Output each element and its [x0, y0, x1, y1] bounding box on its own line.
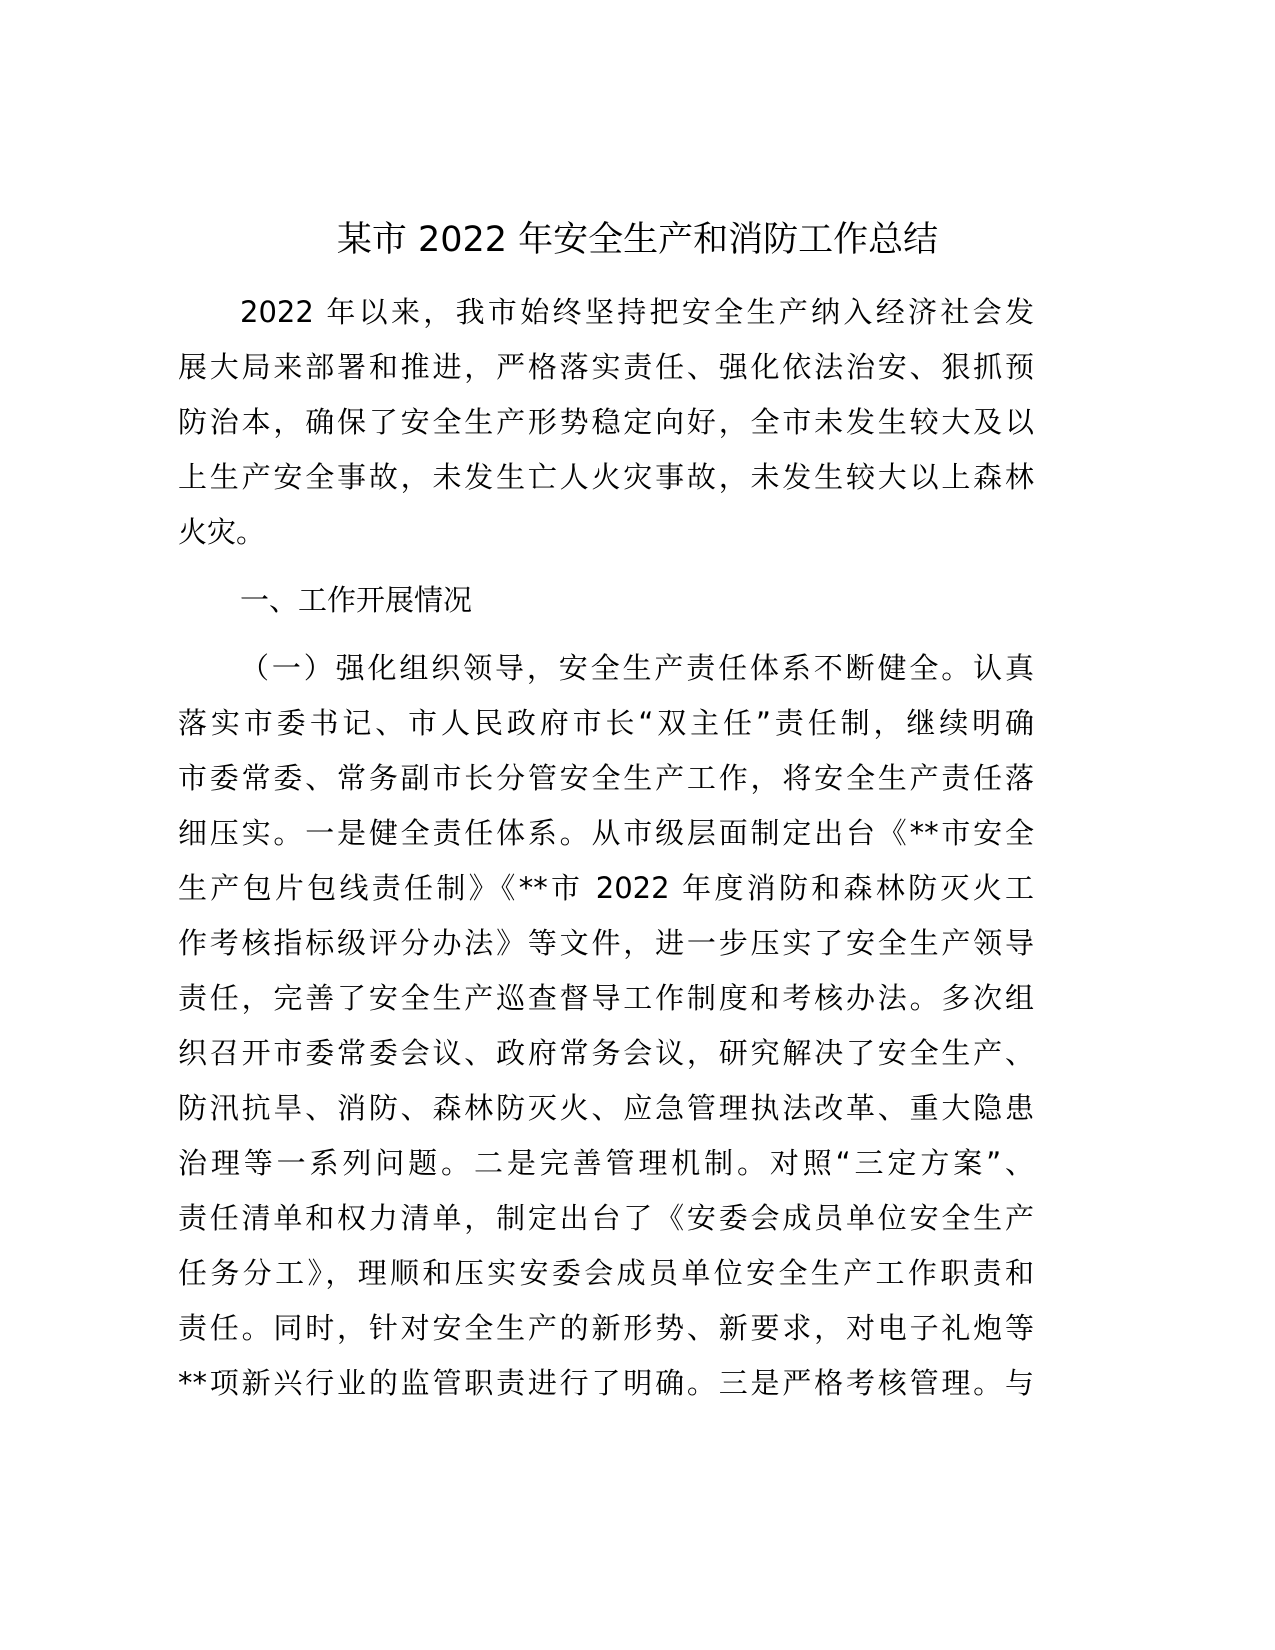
- text-line: 织召开市委常委会议、政府常务会议，研究解决了安全生产、: [178, 1036, 1034, 1070]
- text-line: 作考核指标级评分办法》等文件，进一步压实了安全生产领导: [178, 926, 1034, 960]
- text-line: 2022 年以来，我市始终坚持把安全生产纳入经济社会发: [240, 295, 1034, 329]
- text-line: 上生产安全事故，未发生亡人火灾事故，未发生较大以上森林: [178, 460, 1034, 494]
- text-line: 防汛抗旱、消防、森林防灭火、应急管理执法改革、重大隐患: [178, 1091, 1034, 1125]
- text-line: （一）强化组织领导，安全生产责任体系不断健全。认真: [240, 651, 1034, 685]
- text-line: 细压实。一是健全责任体系。从市级层面制定出台《**市安全: [178, 816, 1034, 850]
- text-line: 市委常委、常务副市长分管安全生产工作，将安全生产责任落: [178, 761, 1034, 795]
- text-line: 一、工作开展情况: [240, 583, 473, 617]
- document-title: 某市 2022 年安全生产和消防工作总结: [336, 220, 939, 260]
- text-line: 任务分工》，理顺和压实安委会成员单位安全生产工作职责和: [178, 1256, 1034, 1290]
- text-line: **项新兴行业的监管职责进行了明确。三是严格考核管理。与: [178, 1366, 1034, 1400]
- text-line: 防治本，确保了安全生产形势稳定向好，全市未发生较大及以: [178, 405, 1034, 439]
- text-line: 火灾。: [178, 515, 266, 549]
- text-line: 责任。同时，针对安全生产的新形势、新要求，对电子礼炮等: [178, 1311, 1034, 1345]
- text-line: 落实市委书记、市人民政府市长“双主任”责任制，继续明确: [178, 706, 1034, 740]
- text-line: 责任清单和权力清单，制定出台了《安委会成员单位安全生产: [178, 1201, 1034, 1235]
- text-line: 责任，完善了安全生产巡查督导工作制度和考核办法。多次组: [178, 981, 1034, 1015]
- text-line: 治理等一系列问题。二是完善管理机制。对照“三定方案”、: [178, 1146, 1034, 1180]
- text-line: 生产包片包线责任制》《**市 2022 年度消防和森林防灭火工: [178, 871, 1034, 905]
- text-line: 展大局来部署和推进，严格落实责任、强化依法治安、狠抓预: [178, 350, 1034, 384]
